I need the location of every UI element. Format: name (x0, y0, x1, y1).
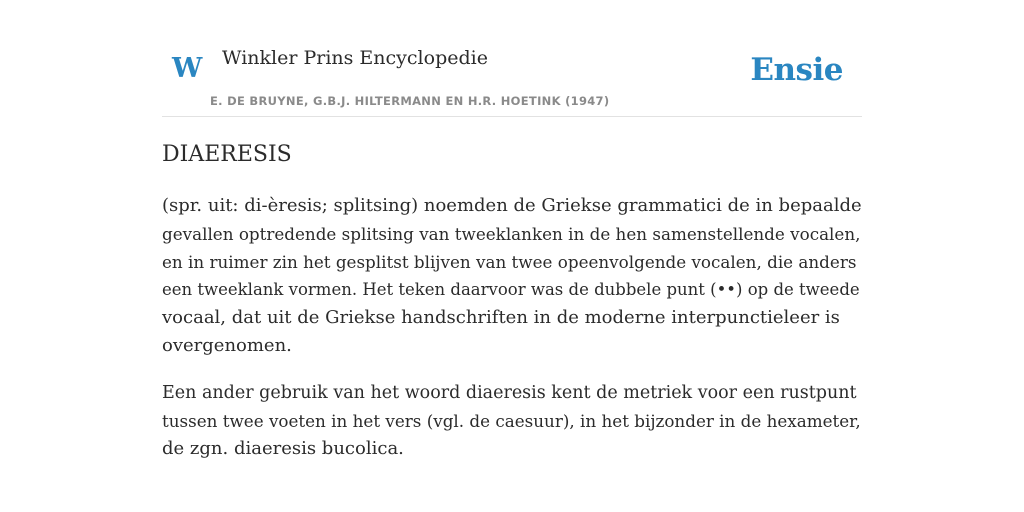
paragraph-line: gevallen optredende splitsing van tweeklanken in de hen samenstellende vocalen, (162, 224, 861, 244)
entry-paragraph (162, 192, 862, 360)
entry-paragraph (162, 379, 862, 463)
source-authors: E. DE BRUYNE, G.B.J. HILTERMANN EN H.R. HOETINK (1947) (210, 94, 610, 108)
source-title-link[interactable]: Winkler Prins Encyclopedie (222, 47, 488, 69)
paragraph-line: Een ander gebruik van het woord diaeresis kent de metriek voor een rustpunt (162, 383, 857, 403)
entry-title: DIAERESIS (162, 142, 292, 167)
source-header (162, 0, 862, 117)
source-logo[interactable]: W (172, 53, 203, 84)
paragraph-line: de zgn. diaeresis bucolica. (162, 438, 404, 459)
paragraph-line: (spr. uit: di-èresis; splitsing) noemden de Griekse grammatici de in bepaalde (162, 195, 862, 216)
paragraph-line: en in ruimer zin het gesplitst blijven van twee opeenvolgende vocalen, die anders (162, 252, 857, 272)
ensie-logo[interactable]: Ensie (750, 52, 843, 88)
paragraph-line: een tweeklank vormen. Het teken daarvoor was de dubbele punt (••) op de tweede (162, 280, 860, 299)
paragraph-line: vocaal, dat uit de Griekse handschriften in de moderne interpunctieleer is (162, 307, 840, 328)
paragraph-line: tussen twee voeten in het vers (vgl. de caesuur), in het bijzonder in de hexameter, (162, 411, 861, 431)
paragraph-line: overgenomen. (162, 335, 292, 356)
